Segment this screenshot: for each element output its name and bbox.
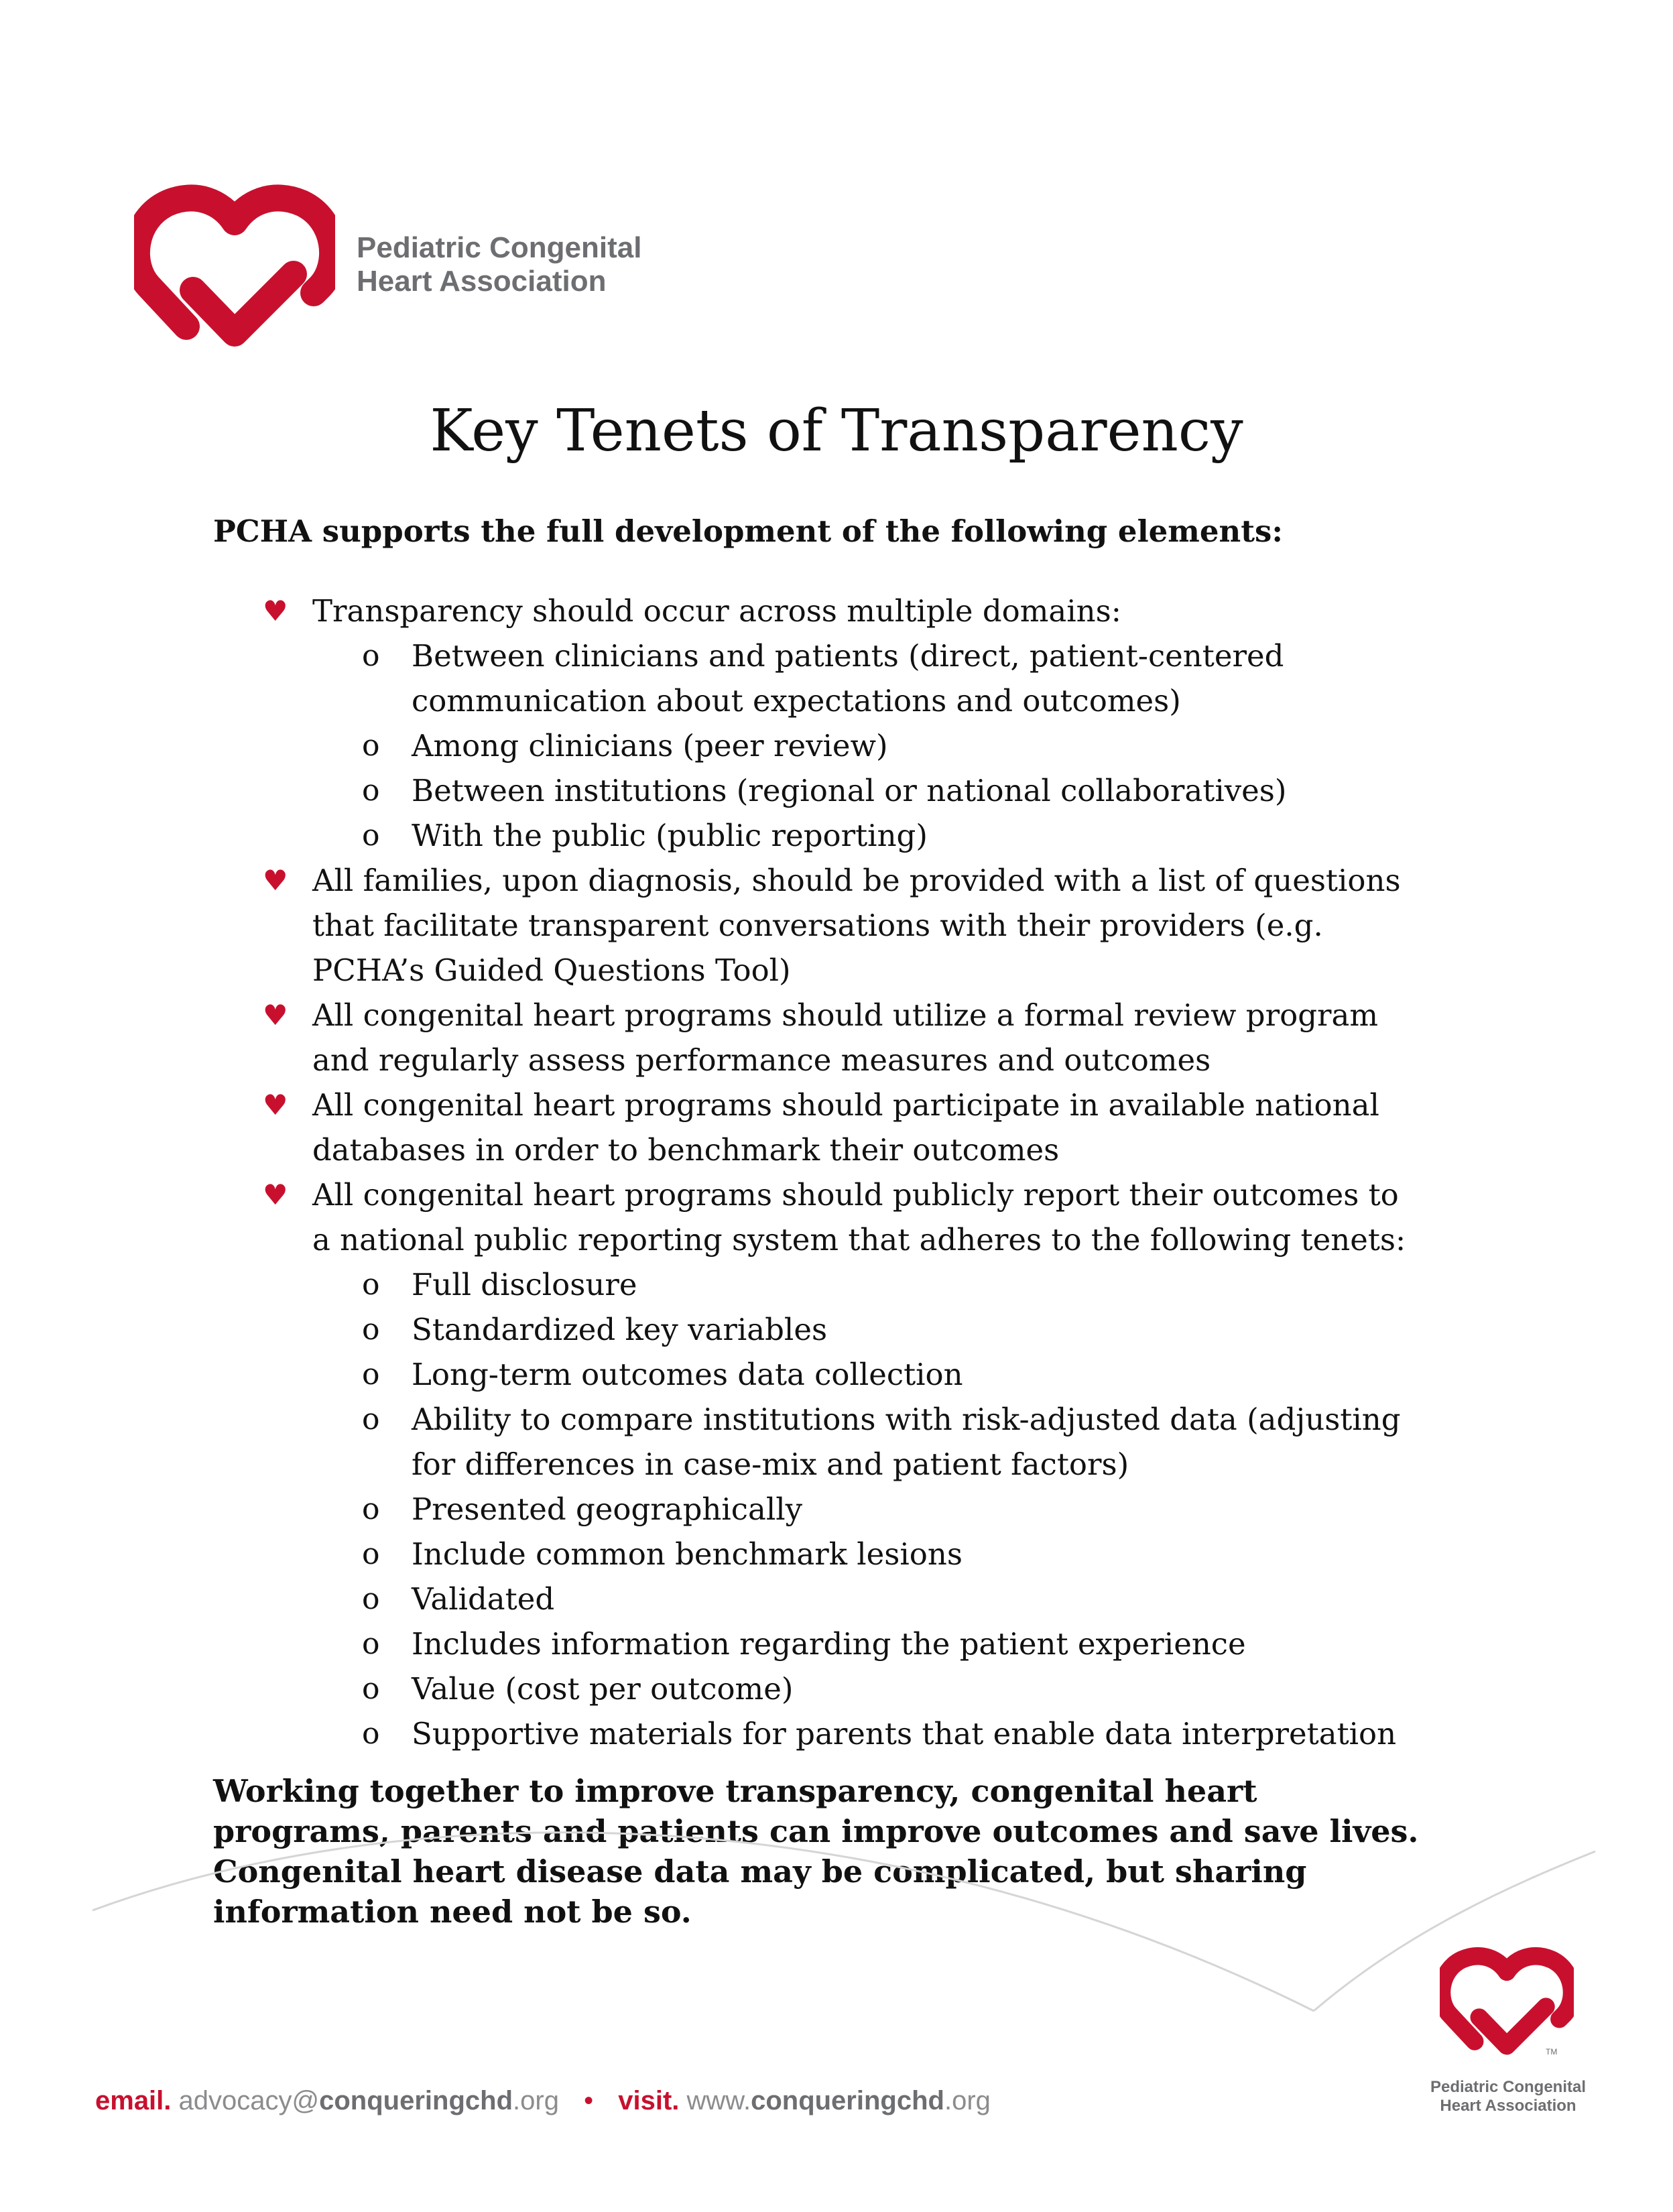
org-name	[357, 231, 641, 298]
sub-list-item-text: Include common benchmark lesions	[412, 1536, 963, 1572]
page-title: Key Tenets of Transparency	[430, 397, 1243, 465]
circle-bullet-icon: o	[362, 1357, 380, 1392]
footer-org-line1: Pediatric Congenital	[1430, 2078, 1587, 2096]
heart-bullet-icon: ♥	[263, 1178, 288, 1211]
list-item-text: Transparency should occur across multiple domains:	[312, 593, 1121, 629]
list-item-text: All families, upon diagnosis, should be provided with a list of questions that facilitate transparent conversations with their providers (e.g. PCHA’s Guided Questions Tool)	[312, 863, 1401, 988]
list-item-text: All congenital heart programs should publicly report their outcomes to a national public reporting system that adheres to the following tenets:	[312, 1177, 1406, 1257]
sub-list-item	[0, 1666, 1673, 1711]
list-item-text: All congenital heart programs should utilize a formal review program and regularly assess performance measures and outcomes	[312, 997, 1379, 1078]
sub-list-item-text: Among clinicians (peer review)	[412, 728, 888, 763]
sub-list-item-text: Between institutions (regional or national collaboratives)	[412, 773, 1287, 808]
circle-bullet-icon: o	[362, 1268, 380, 1302]
circle-bullet-icon: o	[362, 1582, 380, 1616]
email-link[interactable]	[179, 2086, 559, 2115]
website-tld: .org	[944, 2086, 991, 2115]
list-item-text: All congenital heart programs should participate in available national databases in order to benchmark their outcomes	[312, 1087, 1379, 1168]
visit-label: visit.	[618, 2086, 680, 2115]
footer-org-name	[1374, 2078, 1642, 2115]
sub-list-item-text: With the public (public reporting)	[412, 818, 928, 853]
website-prefix: www.	[686, 2086, 751, 2115]
heart-bullet-icon: ♥	[263, 595, 288, 627]
footer-contact	[95, 2086, 991, 2116]
circle-bullet-icon: o	[362, 1717, 380, 1751]
sub-list-item-text: Presented geographically	[412, 1491, 803, 1527]
circle-bullet-icon: o	[362, 1537, 380, 1571]
heart-bullet-icon: ♥	[263, 1089, 288, 1121]
sub-list-item	[0, 1307, 1673, 1352]
heart-bullet-icon: ♥	[263, 999, 288, 1032]
heart-check-logo	[134, 178, 335, 365]
sub-list-item-text: Between clinicians and patients (direct, patient-centered communication about expectations and outcomes)	[412, 638, 1284, 719]
sub-list-item	[0, 1621, 1673, 1666]
sub-list-item	[0, 1711, 1673, 1756]
heart-bullet-icon: ♥	[263, 864, 288, 897]
email-label: email.	[95, 2086, 172, 2115]
sub-list-item-text: Full disclosure	[412, 1267, 637, 1302]
sub-list-item	[0, 1487, 1673, 1532]
org-name-line1: Pediatric Congenital	[357, 231, 642, 264]
circle-bullet-icon: o	[362, 1402, 380, 1436]
sub-list-item	[0, 1397, 1673, 1487]
circle-bullet-icon: o	[362, 639, 380, 673]
email-tld: .org	[513, 2086, 559, 2115]
sub-list-item-text: Value (cost per outcome)	[412, 1671, 794, 1707]
email-domain: conqueringchd	[319, 2086, 513, 2115]
circle-bullet-icon: o	[362, 1672, 380, 1706]
sub-list-item	[0, 768, 1673, 813]
list-item	[0, 589, 1673, 633]
circle-bullet-icon: o	[362, 729, 380, 763]
footer-org-line2: Heart Association	[1440, 2097, 1576, 2115]
email-user: advocacy@	[178, 2086, 320, 2115]
decorative-swoosh	[0, 1810, 1673, 2038]
trademark: TM	[1546, 2047, 1558, 2056]
list-item	[0, 993, 1673, 1083]
intro-heading: PCHA supports the full development of the following elements:	[213, 513, 1283, 549]
list-item	[0, 858, 1673, 993]
sub-list-item-text: Validated	[412, 1581, 555, 1617]
sub-list-item	[0, 813, 1673, 858]
circle-bullet-icon: o	[362, 774, 380, 808]
circle-bullet-icon: o	[362, 1492, 380, 1526]
list-item	[0, 1083, 1673, 1172]
org-name-line2: Heart Association	[357, 265, 607, 298]
sub-list-item	[0, 1352, 1673, 1397]
tenets-list	[0, 589, 1673, 1756]
sub-list-item-text: Supportive materials for parents that enable data interpretation	[412, 1716, 1397, 1752]
sub-list-item-text: Ability to compare institutions with risk-adjusted data (adjusting for differences in case-mix and patient factors)	[412, 1402, 1401, 1482]
list-item	[0, 1172, 1673, 1262]
sub-list-item	[0, 1262, 1673, 1307]
website-domain: conqueringchd	[751, 2086, 944, 2115]
sub-list-item-text: Standardized key variables	[412, 1312, 828, 1347]
sub-list-item	[0, 723, 1673, 768]
sub-list-item-text: Includes information regarding the patient experience	[412, 1626, 1246, 1662]
sub-list-item-text: Long-term outcomes data collection	[412, 1357, 963, 1392]
sub-list-item	[0, 1532, 1673, 1577]
sub-list-item	[0, 633, 1673, 723]
closing-statement: Working together to improve transparency, congenital heart programs, parents and patients can improve outcomes and save lives. Congenital heart disease data may be complicated, but sharing information need not be so.	[213, 1773, 1419, 1930]
circle-bullet-icon: o	[362, 1627, 380, 1661]
website-link[interactable]	[687, 2086, 991, 2115]
sub-list-item	[0, 1577, 1673, 1621]
circle-bullet-icon: o	[362, 818, 380, 853]
separator-dot: •	[584, 2086, 594, 2115]
circle-bullet-icon: o	[362, 1312, 380, 1347]
